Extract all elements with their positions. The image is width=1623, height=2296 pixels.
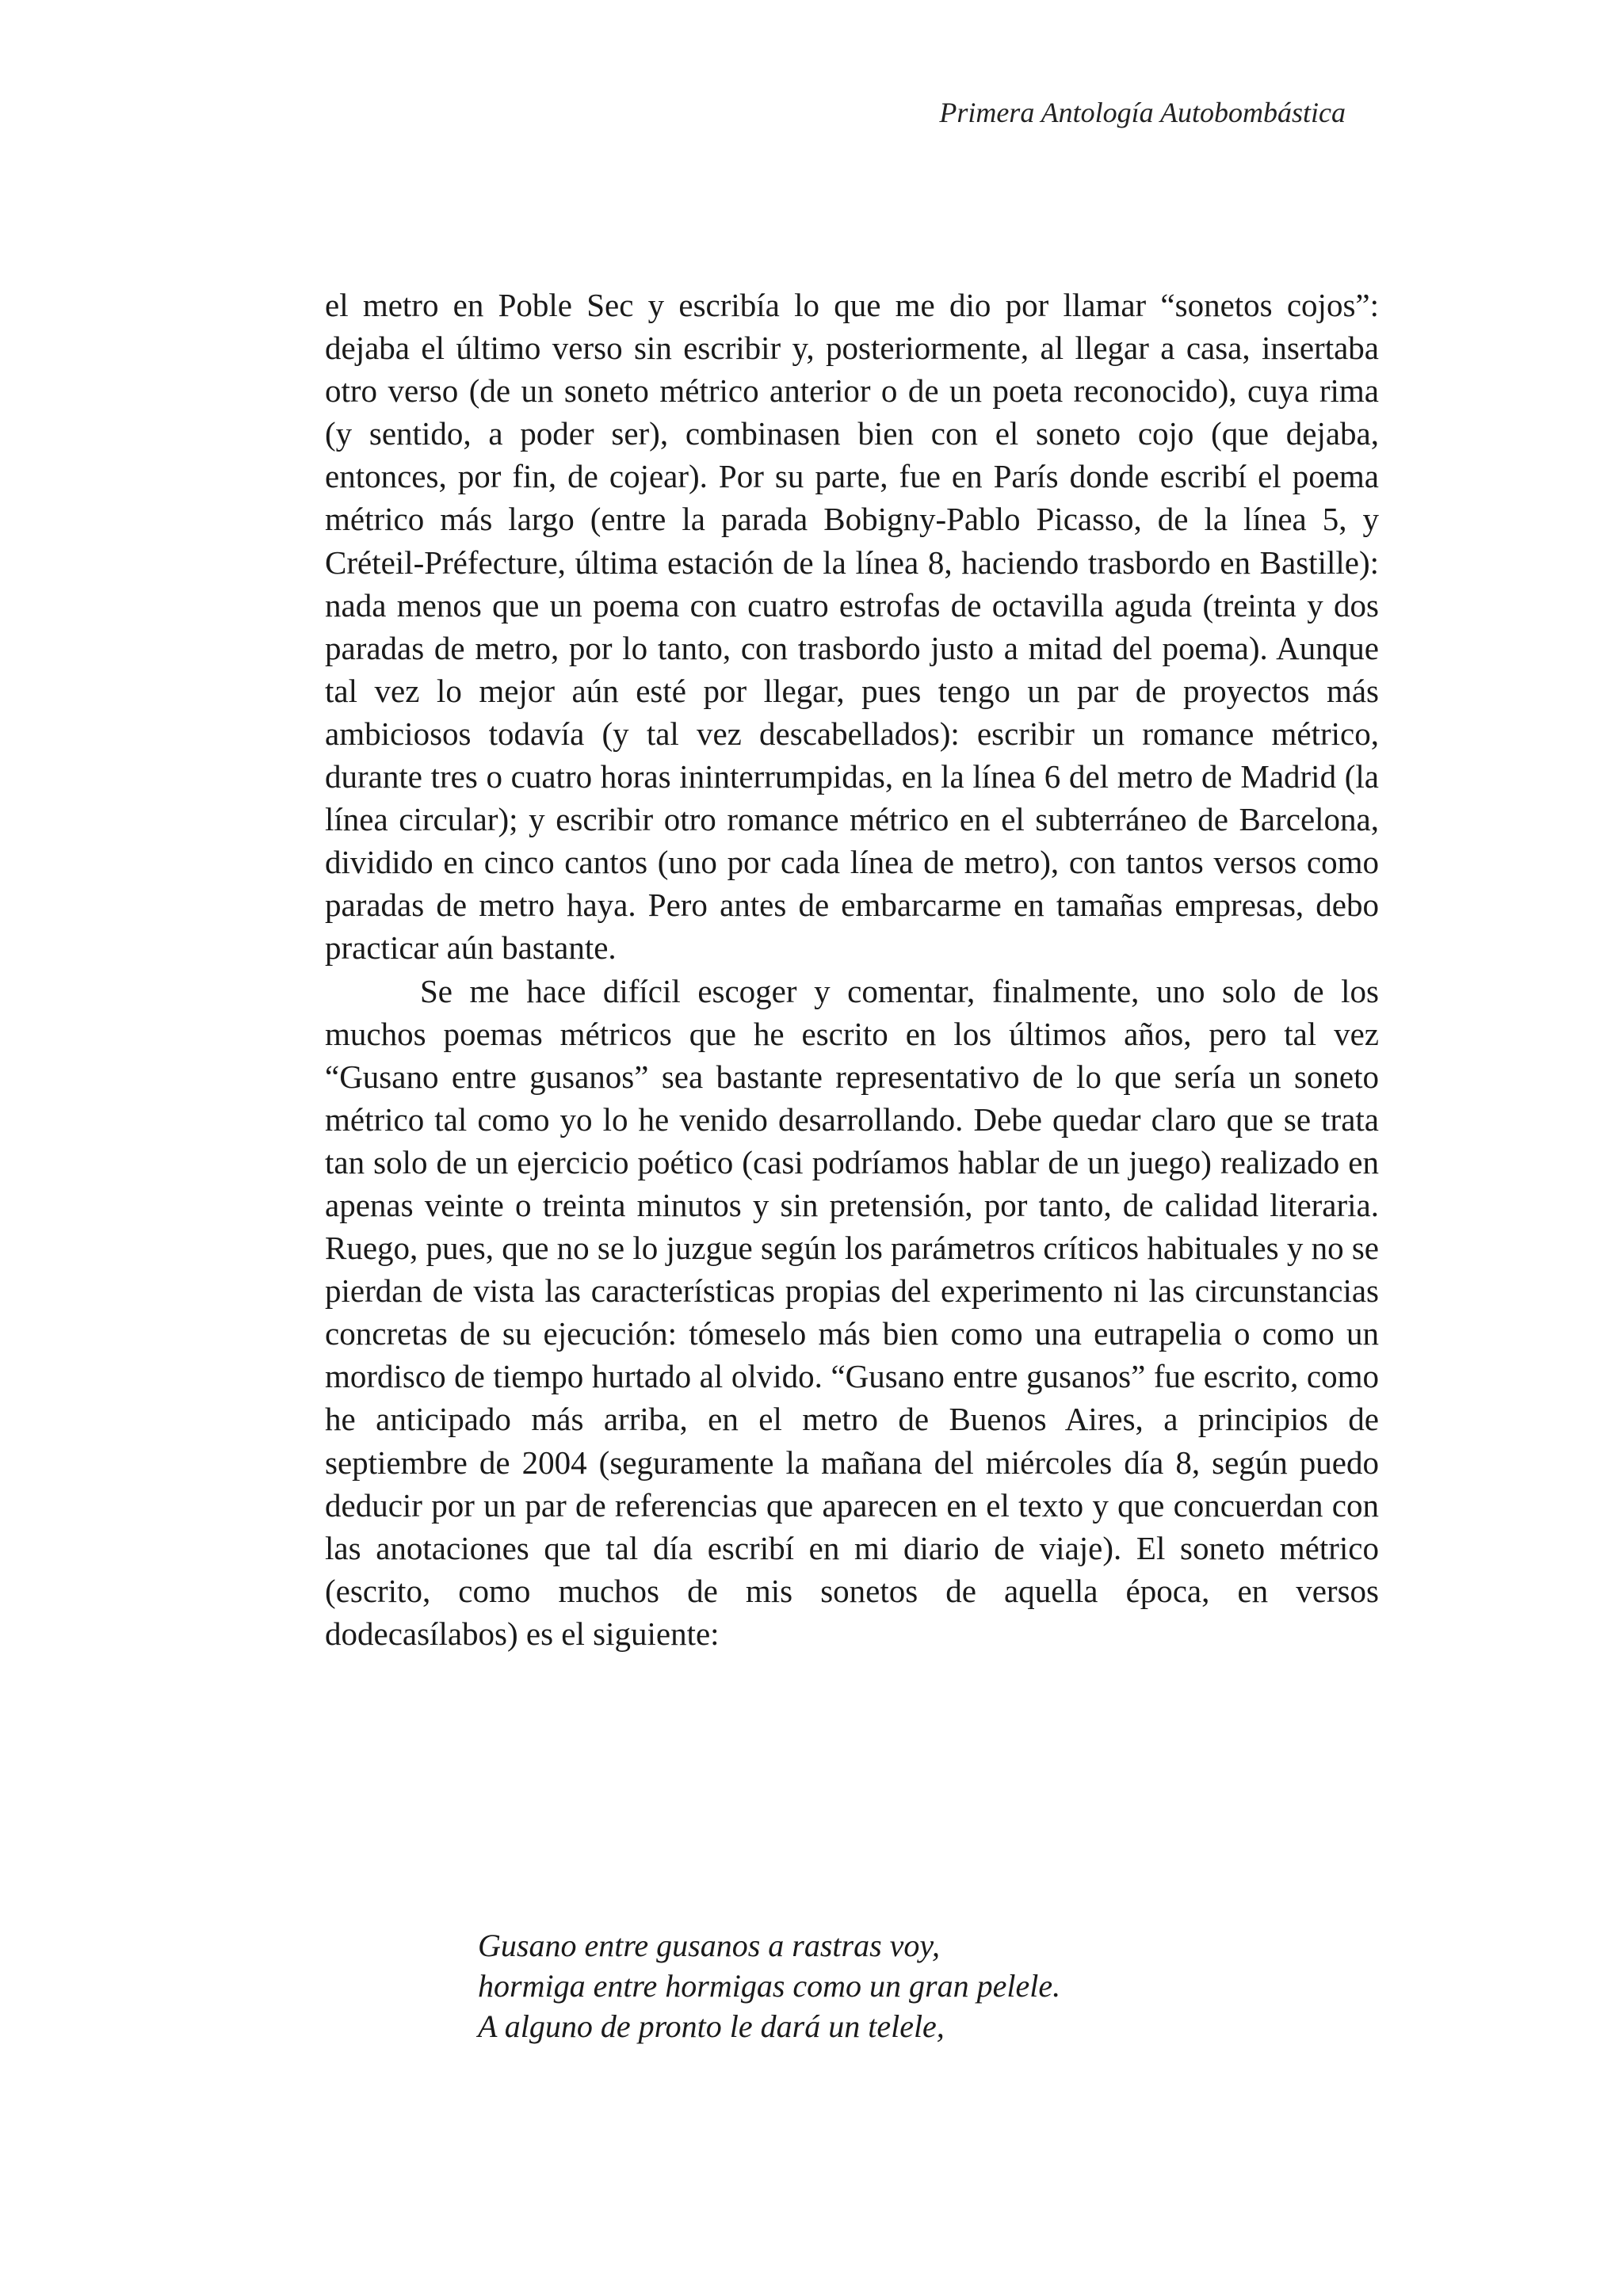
poem-line-3: A alguno de pronto le dará un telele, xyxy=(478,2008,945,2044)
paragraph-1: el metro en Poble Sec y escribía lo que me dio por llamar “sonetos cojos”: dejaba el último verso sin escribir y, posteriormente, al llegar a casa, insertaba otro verso (de un soneto métrico anterior o de un poeta reconocido), cuya rima (y sentido, a poder ser), combinasen bien con el soneto cojo (que dejaba, entonces, por fin, de cojear). Por su parte, fue en París donde escribí el poema métrico más largo (entre la parada Bobigny-Pablo Picasso, de la línea 5, y Créteil-Préfecture, última estación de la línea 8, haciendo trasbordo en Bastille): nada menos que un poema con cuatro estrofas de octavilla aguda (treinta y dos paradas de metro, por lo tanto, con trasbordo justo a mitad del poema). Aunque tal vez lo mejor aún esté por llegar, pues tengo un par de proyectos más ambiciosos todavía (y tal vez descabellados): escribir un romance métrico, durante tres o cuatro horas ininterrumpidas, en la línea 6 del metro de Madrid (la línea circular); y escribir otro romance métrico en el subterráneo de Barcelona, dividido en cinco cantos (uno por cada línea de metro), con tantos versos como paradas de metro haya. Pero antes de embarcarme en tamañas empresas, debo practicar aún bastante. xyxy=(325,287,1379,967)
body-text xyxy=(325,284,1379,1655)
paragraph-2: Se me hace difícil escoger y comentar, finalmente, uno solo de los muchos poemas métricos que he escrito en los últimos años, pero tal vez “Gusano entre gusanos” sea bastante representativo de lo que sería un soneto métrico tal como yo lo he venido desarrollando. Debe quedar claro que se trata tan solo de un ejercicio poético (casi podríamos hablar de un juego) realizado en apenas veinte o treinta minutos y sin pretensión, por tanto, de calidad literaria. Ruego, pues, que no se lo juzgue según los parámetros críticos habituales y no se pierdan de vista las características propias del experimento ni las circunstancias concretas de su ejecución: tómeselo más bien como una eutrapelia o como un mordisco de tiempo hurtado al olvido. “Gusano entre gusanos” fue escrito, como he anticipado más arriba, en el metro de Buenos Aires, a principios de septiembre de 2004 (seguramente la mañana del miércoles día 8, según puedo deducir por un par de referencias que aparecen en el texto y que concuerdan con las anotaciones que tal día escribí en mi diario de viaje). El soneto métrico (escrito, como muchos de mis sonetos de aquella época, en versos dodecasílabos) es el siguiente: xyxy=(325,972,1379,1652)
poem-line-1: Gusano entre gusanos a rastras voy, xyxy=(478,1928,940,1963)
poem-excerpt xyxy=(478,1925,1060,2046)
poem-line-2: hormiga entre hormigas como un gran pelele. xyxy=(478,1968,1061,2004)
running-header: Primera Antología Autobombástica xyxy=(939,97,1346,128)
